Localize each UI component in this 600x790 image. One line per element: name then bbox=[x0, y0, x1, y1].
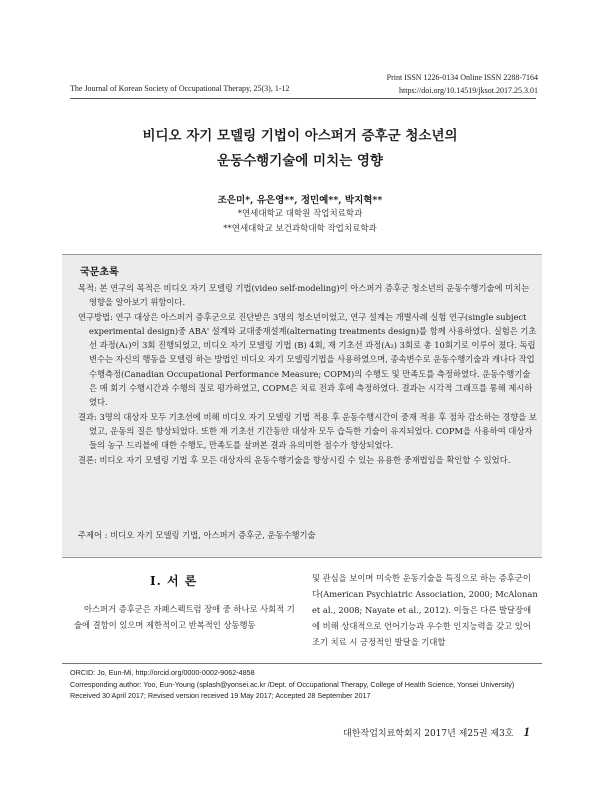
abstract-heading: 국문초록 bbox=[80, 267, 119, 278]
abstract-methods bbox=[78, 310, 538, 410]
para-label: 목적 bbox=[78, 283, 95, 293]
affiliation-2: **연세대학교 보건과학대학 작업치료학과 bbox=[223, 224, 377, 234]
page-number: 1 bbox=[523, 724, 530, 739]
page-footer bbox=[343, 724, 530, 740]
para-text: : 비디오 자기 모델링 기법 후 모든 대상자의 운동수행기술을 향상시킬 수 있는 유용한 중재법임을 확인할 수 있었다. bbox=[94, 454, 511, 465]
title-line-1: 비디오 자기 모델링 기법이 아스퍼거 증후군 청소년의 bbox=[142, 128, 458, 144]
keywords: 주제어 : 비디오 자기 모델링 기법, 아스퍼거 증후군, 운동수행기술 bbox=[78, 530, 316, 540]
corresponding-author-line: Corresponding author: Yoo, Eun-Young (splash@yonsei.ac.kr /Dept. of Occupational Therapy, College of Health Science, Yonsei University) bbox=[70, 679, 515, 689]
abstract-conclusion bbox=[78, 453, 538, 467]
received-dates-line: Received 30 April 2017; Revised version received 19 May 2017; Accepted 28 September 2017 bbox=[70, 691, 371, 700]
para-text: : 3명의 대상자 모두 기초선에 비해 비디오 자기 모델링 기법 적용 후 운동수행시간이 중재 적용 후 점차 감소하는 경향을 보였고, 운동의 질은 향상되었다. 또한 재 기초선 기간동안 대상자 모두 습득한 기술이 유지되었다. COPM을 사용하여 대상자들의 농구 드리블에 대한 수행도, 만족도를 살펴본 결과 유의미한 점수가 향상되었다. bbox=[89, 411, 537, 451]
para-text: : 연구 대상은 아스퍼거 증후군으로 진단받은 3명의 청소년이었고, 연구 설계는 개별사례 실험 연구(single subject experimental design)중 ABA' 설계와 교대중재설계(alternating treatments design)를 함께 사용하였다. 실험은 기초선 과정(A₁)이 3회 진행되었고, 비디오 자기 모델링 기법 (B) 4회, 재 기초선 과정(A₂) 3회로 총 10회기로 이루어 졌다. 독립변수는 자신의 행동을 모델링 하는 방법인 비디오 자기 모델링기법을 사용하였으며, 종속변수로 운동수행기술과 캐나다 작업수행측정(Canadian Occupational Performance Measure; COPM)의 수행도 및 만족도를 측정하였다. 운동수행기술은 매 회기 수행시간과 수행의 질로 평가하였고, COPM은 치료 전과 후에 측정하였다. 결과는 시각적 그래프를 통해 제시하였다. bbox=[89, 311, 537, 408]
abstract-results bbox=[78, 410, 538, 453]
intro-left-column: 아스퍼거 증후군은 자폐스펙트럼 장애 중 하나로 사회적 기술에 결함이 있으며 제한적이고 반복적인 상동행동 bbox=[74, 604, 295, 630]
para-label: 결론 bbox=[78, 454, 95, 465]
footnote bbox=[70, 667, 540, 702]
para-label: 결과 bbox=[78, 411, 95, 422]
header-rule bbox=[70, 98, 536, 99]
affiliation-1: *연세대학교 대학원 작업치료학과 bbox=[237, 209, 363, 219]
paper-title bbox=[0, 124, 600, 174]
title-line-2: 운동수행기술에 미치는 영향 bbox=[217, 153, 383, 169]
journal-citation: The Journal of Korean Society of Occupational Therapy, 25(3), 1-12 bbox=[70, 84, 290, 93]
footnote-rule bbox=[62, 663, 542, 664]
abstract-purpose bbox=[78, 281, 538, 310]
abstract-body bbox=[78, 281, 538, 467]
issn-line: Print ISSN 1226-0134 Online ISSN 2288-7164 bbox=[386, 73, 538, 82]
doi-line: https://doi.org/10.14519/jksot.2017.25.3.01 bbox=[399, 86, 538, 95]
section-heading-intro: Ⅰ. 서 론 bbox=[150, 574, 198, 588]
orcid-line: ORCID: Jo, Eun-Mi, http://orcid.org/0000-0002-9062-4858 bbox=[70, 668, 255, 677]
affiliations bbox=[0, 207, 600, 237]
para-label: 연구방법 bbox=[78, 311, 111, 322]
abstract-box bbox=[62, 254, 542, 558]
footer-journal: 대한작업치료학회지 2017년 제25권 제3호 bbox=[343, 729, 514, 739]
para-text: : 본 연구의 목적은 비디오 자기 모델링 기법(video self-modeling)이 아스퍼거 증후군 청소년의 운동수행기술에 미치는 영향을 알아보기 위함이다. bbox=[89, 283, 530, 308]
intro-right-column: 및 관심을 보이며 미숙한 운동기술을 특징으로 하는 증후군이다(American Psychiatric Association, 2000; McAlonan et al., 2008; Nayate et al., 2012). 이들은 다른 발달장애에 비해 상대적으로 언어기능과 우수한 인지능력을 갖고 있어 조기 치료 시 긍정적인 발달을 기대할 bbox=[312, 573, 538, 647]
author-list: 조은미*, 유은영**, 정민예**, 박지혁** bbox=[217, 195, 383, 206]
issn-doi-block bbox=[387, 71, 538, 97]
